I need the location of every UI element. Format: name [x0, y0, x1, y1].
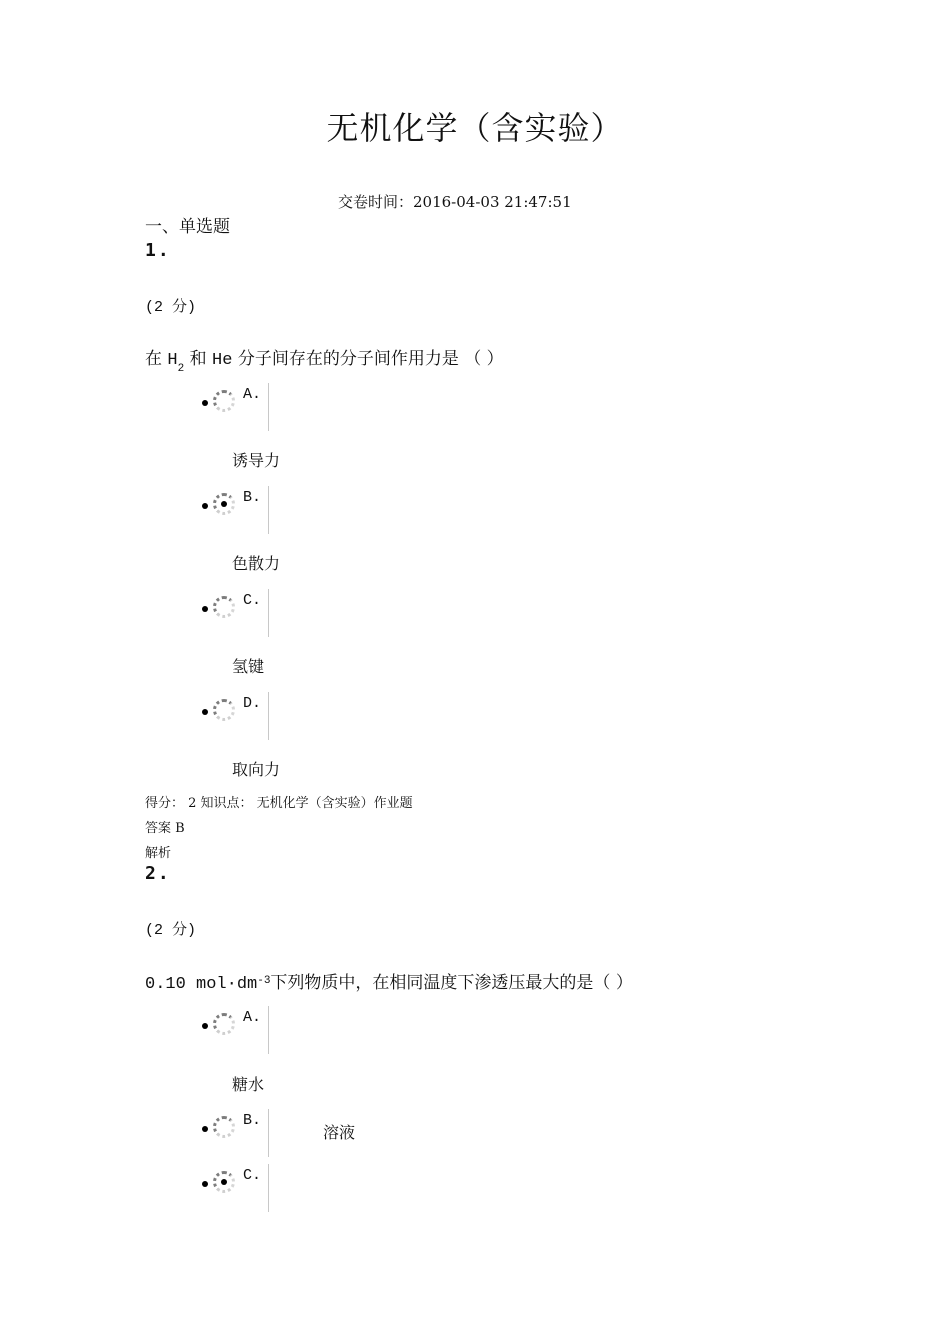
q1-option-b[interactable]: [200, 486, 280, 534]
q1-score-line: 得分： 2 知识点： 无机化学（含实验）作业题: [145, 796, 413, 811]
option-letter: B.: [243, 1112, 262, 1129]
divider: [268, 1164, 269, 1212]
divider: [268, 1109, 269, 1157]
option-letter: C.: [243, 592, 262, 609]
option-letter: A.: [243, 386, 262, 403]
option-letter: D.: [243, 695, 262, 712]
q2-text-post: 下列物质中，在相同温度下渗透压最大的是（ ）: [270, 973, 633, 993]
q1-analysis-label: 解析: [145, 846, 172, 861]
q2-text-pre: 0.10 mol·dm: [145, 975, 258, 994]
submit-time: 交卷时间：2016-04-03 21:47:51: [338, 193, 572, 211]
radio-checked-icon[interactable]: [213, 493, 235, 515]
q1-text-post: 分子间存在的分子间作用力是 （ ）: [232, 349, 504, 369]
bullet-icon: [202, 606, 208, 612]
divider: [268, 1006, 269, 1054]
q1-option-d-text: 取向力: [232, 760, 281, 779]
q1-option-b-text: 色散力: [232, 554, 281, 573]
radio-unchecked-icon[interactable]: [213, 390, 235, 412]
option-letter: B.: [243, 489, 262, 506]
q2-option-c[interactable]: [200, 1164, 280, 1212]
question-2-text: [145, 968, 633, 994]
q2-option-a[interactable]: [200, 1006, 280, 1054]
question-1-points: (2 分): [145, 299, 197, 316]
document-title: 无机化学（含实验）: [326, 109, 624, 147]
question-2-points: (2 分): [145, 922, 197, 939]
q1-option-a-text: 诱导力: [232, 451, 281, 470]
radio-unchecked-icon[interactable]: [213, 596, 235, 618]
question-1-number: 1.: [145, 240, 171, 261]
q1-text-subscript: 2: [177, 363, 185, 375]
q2-option-b[interactable]: [200, 1109, 280, 1157]
q2-option-a-text: 糖水: [232, 1075, 265, 1094]
q1-text-he: He: [212, 351, 233, 370]
q1-option-a[interactable]: [200, 383, 280, 431]
q1-option-c[interactable]: [200, 589, 280, 637]
bullet-icon: [202, 709, 208, 715]
q1-text-h: H: [167, 351, 178, 370]
divider: [268, 383, 269, 431]
divider: [268, 486, 269, 534]
divider: [268, 589, 269, 637]
bullet-icon: [202, 1126, 208, 1132]
question-1-text: [145, 344, 504, 375]
q1-option-c-text: 氢键: [232, 657, 265, 676]
bullet-icon: [202, 400, 208, 406]
q2-option-b-text: 溶液: [323, 1123, 356, 1142]
divider: [268, 692, 269, 740]
q1-text-pre: 在: [145, 349, 168, 369]
section-title: 一、单选题: [145, 217, 230, 237]
bullet-icon: [202, 1181, 208, 1187]
radio-checked-icon[interactable]: [213, 1171, 235, 1193]
bullet-icon: [202, 1023, 208, 1029]
q1-answer-line: 答案 B: [145, 821, 185, 836]
radio-unchecked-icon[interactable]: [213, 699, 235, 721]
q1-option-d[interactable]: [200, 692, 280, 740]
option-letter: A.: [243, 1009, 262, 1026]
q1-text-mid: 和: [184, 349, 213, 369]
option-letter: C.: [243, 1167, 262, 1184]
question-2-number: 2.: [145, 863, 171, 884]
q2-text-superscript: -3: [257, 975, 271, 987]
radio-unchecked-icon[interactable]: [213, 1116, 235, 1138]
radio-unchecked-icon[interactable]: [213, 1013, 235, 1035]
bullet-icon: [202, 503, 208, 509]
